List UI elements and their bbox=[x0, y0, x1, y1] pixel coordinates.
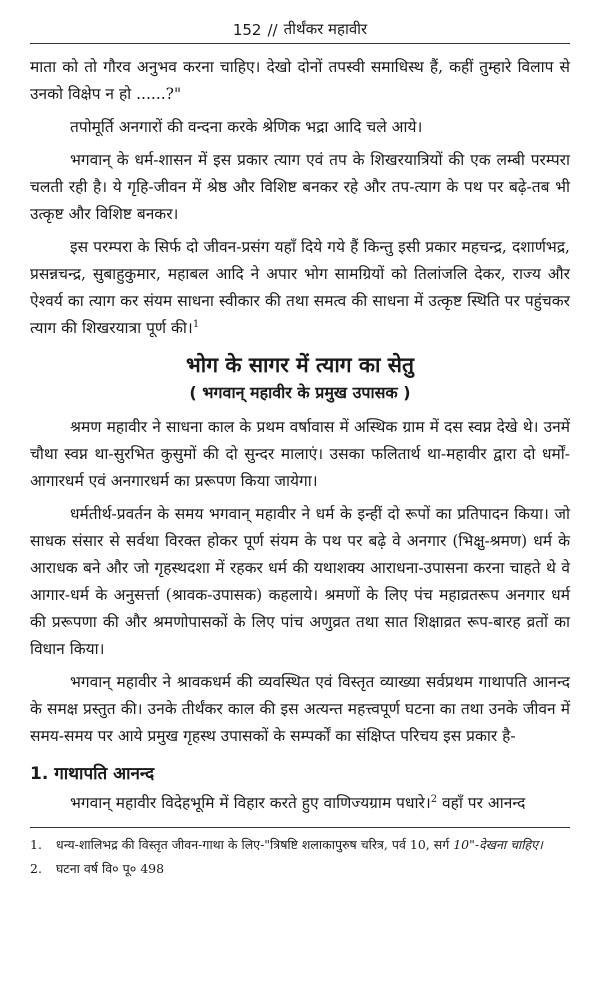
section-subtitle: ( भगवान् महावीर के प्रमुख उपासक ) bbox=[189, 383, 411, 402]
footnote bbox=[30, 858, 570, 880]
paragraph: भगवान् के धर्म-शासन में इस प्रकार त्याग एवं तप के शिखरयात्रियों की एक लम्बी परम्परा चलती रही है। ये गृहि-जीवन में श्रेष्ठ और विशिष्ट बनकर रहे और तप-त्याग के पथ पर बढ़े-तब भी उत्कृष्ट और विशिष्ट बनकर। bbox=[30, 151, 570, 223]
paragraph: धर्मतीर्थ-प्रवर्तन के समय भगवान् महावीर ने धर्म के इन्हीं दो रूपों का प्रतिपादन किया। जो साधक संसार से सर्वथा विरक्त होकर पूर्ण संयम के पथ पर बढ़े वे अनगार (भिक्षु-श्रमण) धर्म के आराधक बने और जो गृहस्थदशा में रहकर धर्म की यथाशक्य आराधना-उपासना करना चाहते थे वे आगार-धर्म के अनुसर्त्ता (श्रावक-उपासक) कहलाये। श्रमणों के लिए पंच महाव्रतरूप अनगार धर्म की प्ररूपणा की और श्रमणोपासकों के लिए पांच अणुव्रत तथा सात शिक्षाव्रत रूप-बारह व्रतों का विधान किया। bbox=[30, 505, 570, 658]
paragraph bbox=[30, 234, 570, 342]
footnote-number: 1. bbox=[30, 837, 42, 852]
page-body bbox=[30, 44, 570, 817]
paragraph: भगवान् महावीर ने श्रावकधर्म की व्यवस्थित एवं विस्तृत व्याख्या सर्वप्रथम गाथापति आनन्द के समक्ष प्रस्तुत की। उनके तीर्थंकर काल की इस अत्यन्त महत्त्वपूर्ण घटना का तथा उनके जीवन में समय-समय पर आये प्रमुख गृहस्थ उपासकों के सम्पर्कों का संक्षिप्त परिचय इस प्रकार है- bbox=[30, 673, 570, 745]
footnotes bbox=[30, 827, 570, 880]
footnote-text: घटना वर्ष वि० पू० 498 bbox=[56, 861, 165, 876]
paragraph-text: इस परम्परा के सिर्फ दो जीवन-प्रसंग यहाँ दिये गये हैं किन्तु इसी प्रकार महचन्द्र, दशार्णभद्र, प्रसन्नचन्द्र, सुबाहुकुमार, महाबल आदि ने अपार भोग सामग्रियों को तिलांजलि देकर, राज्य और ऐश्वर्य का त्याग कर संयम साधना स्वीकार की तथा समत्व की साधना में उत्कृष्ट स्थिति पर पहुंचकर त्याग की शिखरयात्रा पूर्ण की। bbox=[30, 238, 570, 337]
paragraph: श्रमण महावीर ने साधना काल के प्रथम वर्षावास में अस्थिक ग्राम में दस स्वप्न देखे थे। उनमें चौथा स्वप्न था-सुरभित कुसुमों की दो सुन्दर मालाएं। उसका फलितार्थ था-महावीर द्वारा दो धर्मों-आगारधर्म एवं अनगारधर्म का प्ररूपण किया जायेगा। bbox=[30, 418, 570, 490]
paragraph-continued: माता को तो गौरव अनुभव करना चाहिए। देखो दोनों तपस्वी समाधिस्थ हैं, कहीं तुम्हारे विलाप से उनको विक्षेप न हो ......?" bbox=[30, 58, 570, 103]
book-title: तीर्थंकर महावीर bbox=[283, 20, 368, 38]
paragraph bbox=[30, 790, 570, 817]
footnote-text-wrap bbox=[56, 834, 570, 856]
paragraph: तपोमूर्ति अनगारों की वन्दना करके श्रेणिक भद्रा आदि चले आये। bbox=[70, 118, 423, 136]
paragraph-text: भगवान् महावीर विदेहभूमि में विहार करते हुए वाणिज्यग्राम पधारे। bbox=[70, 794, 431, 812]
footnote-text-italic: 10"-देखना चाहिए। bbox=[453, 837, 543, 852]
page-number: 152 bbox=[232, 21, 262, 39]
header-separator: // bbox=[267, 21, 278, 39]
section-title: भोग के सागर में त्याग का सेतु bbox=[186, 353, 414, 377]
footnote-number: 2. bbox=[30, 861, 42, 876]
paragraph-text: वहाँ पर आनन्द bbox=[437, 794, 526, 812]
footnote-ref: 1 bbox=[192, 318, 200, 330]
footnote bbox=[30, 834, 570, 856]
footnote-text: धन्य-शालिभद्र की विस्तृत जीवन-गाथा के लिए-"त्रिषष्टि शलाकापुरुष चरित्र, पर्व 10, सर्ग bbox=[56, 837, 454, 852]
footnote-ref: 2 bbox=[430, 793, 438, 805]
running-header bbox=[30, 0, 570, 44]
sub-heading: 1. गाथापति आनन्द bbox=[30, 764, 155, 784]
